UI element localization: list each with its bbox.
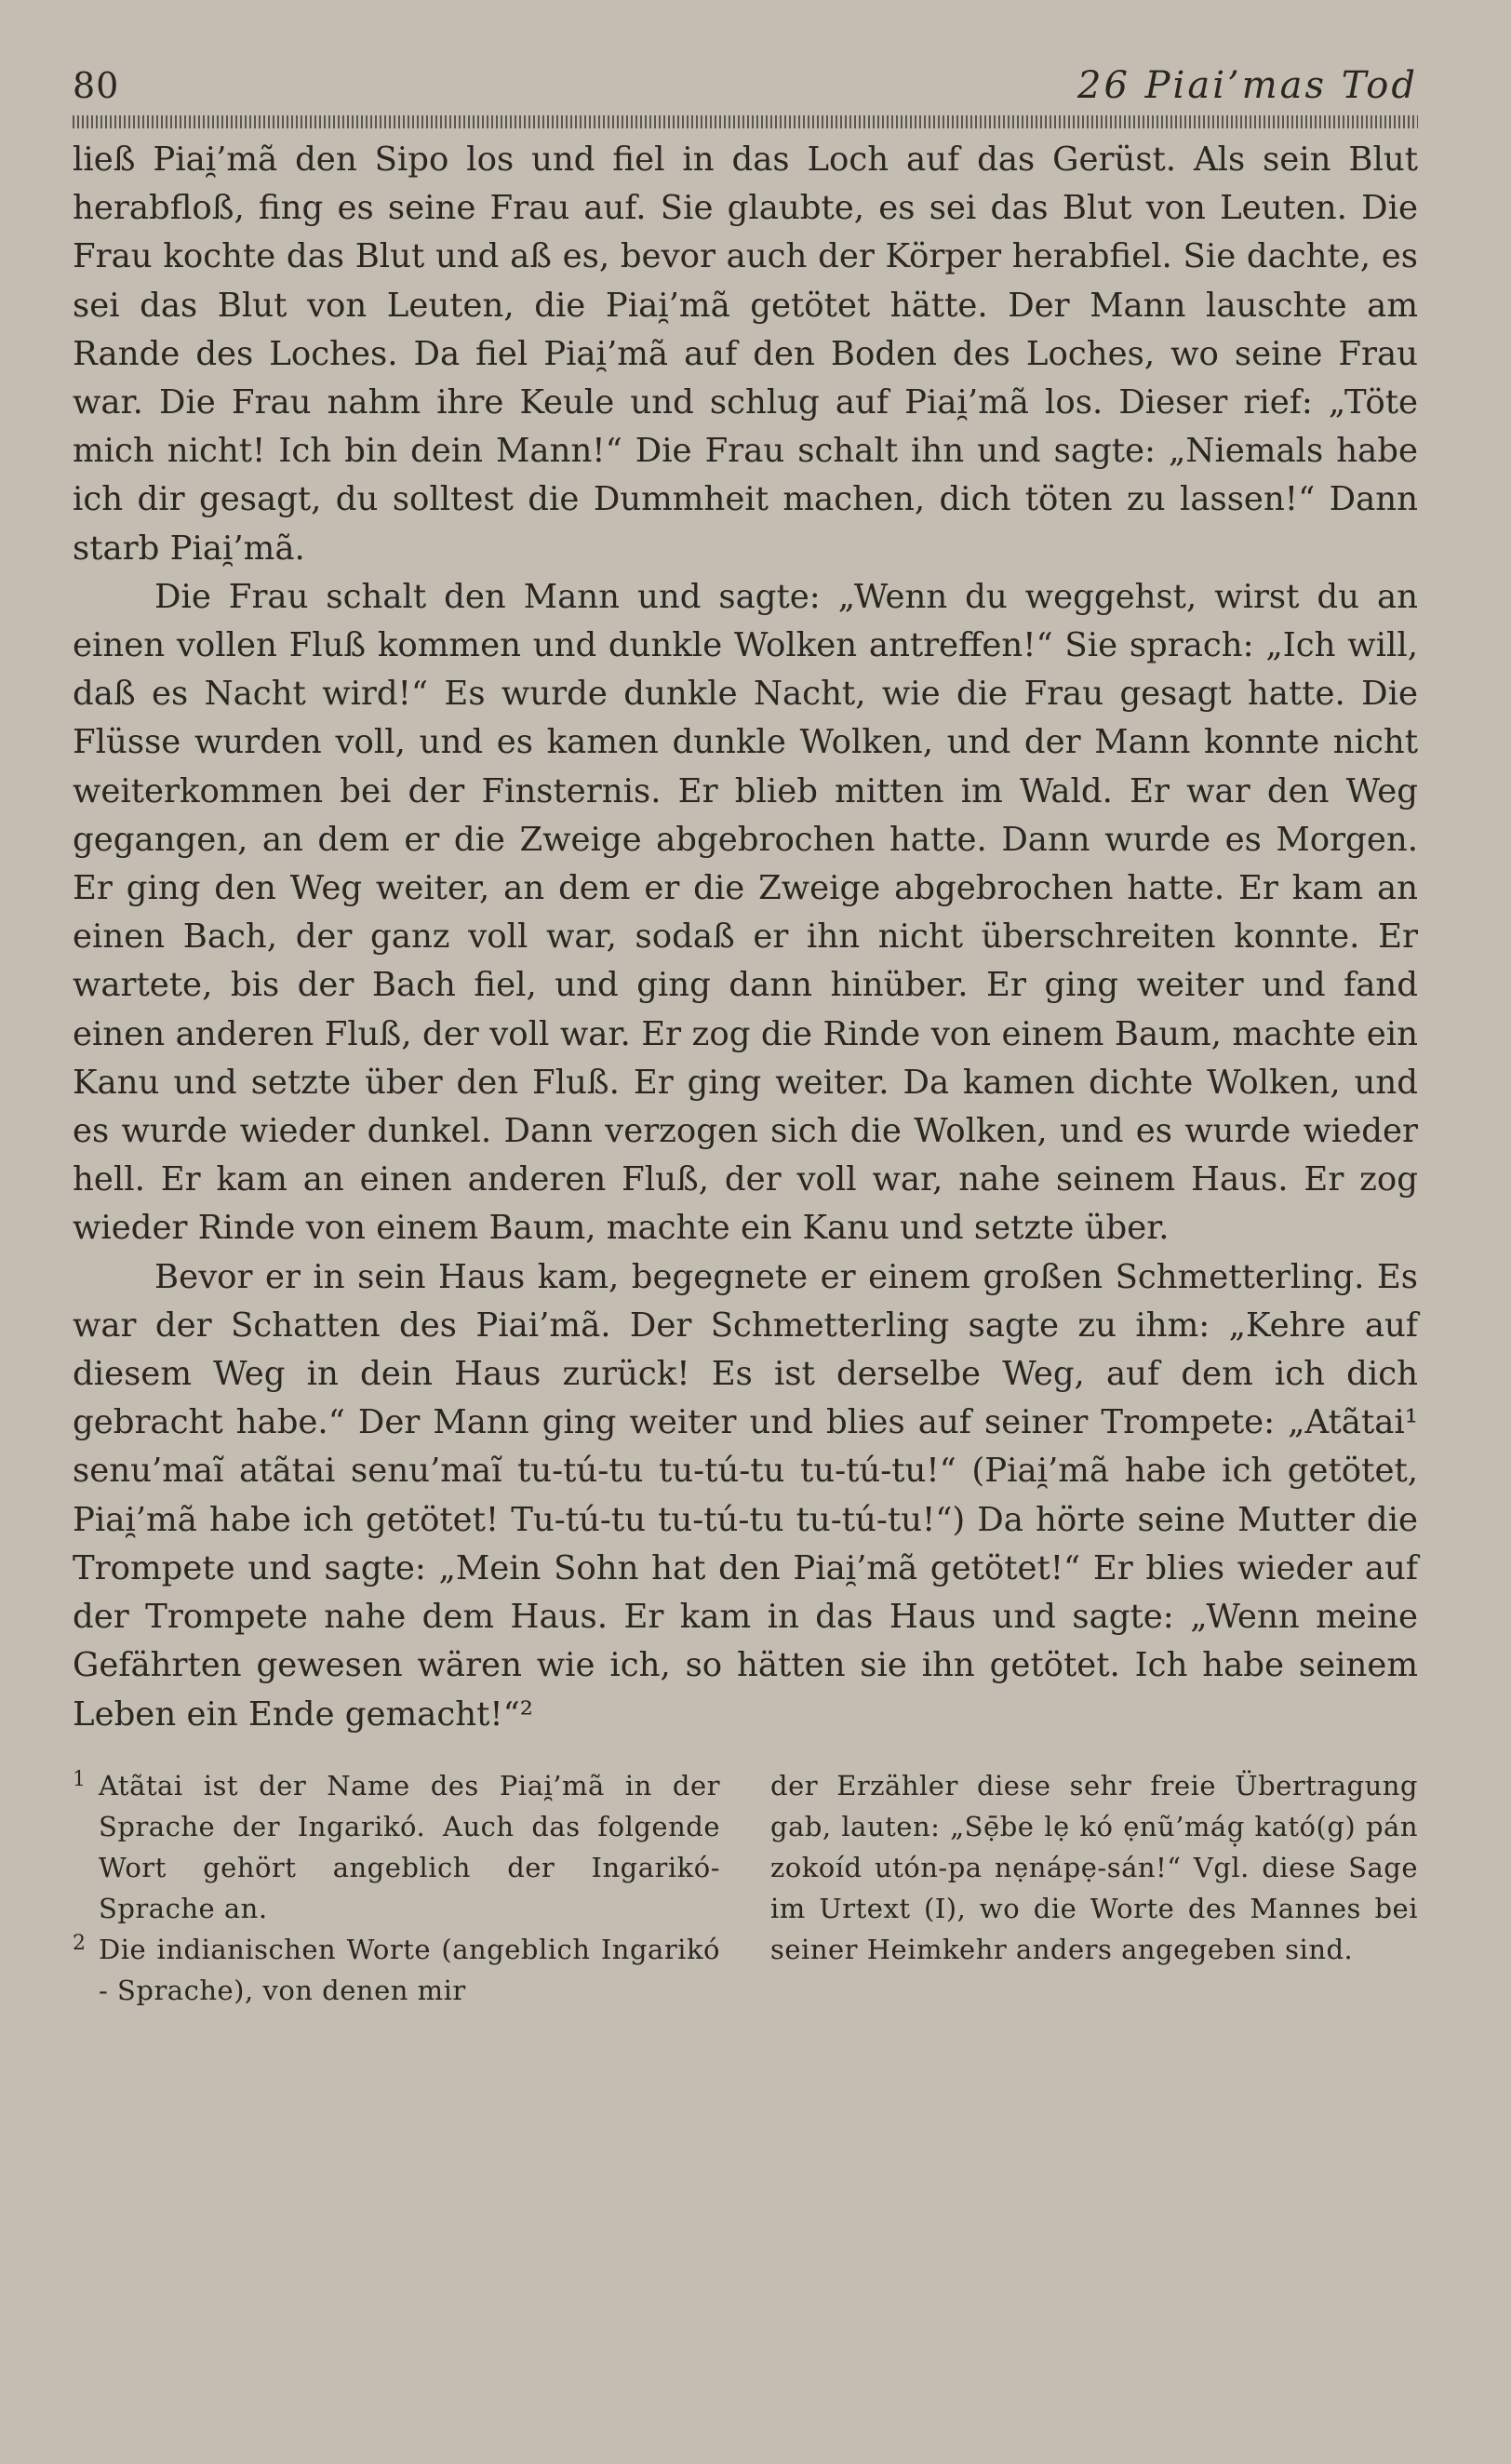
- chapter-title: 26 Piai’mas Tod: [1077, 64, 1418, 107]
- footnote-1-marker: 1: [73, 1767, 87, 1791]
- footnote-2-marker: 2: [73, 1931, 87, 1955]
- footnote-1-text: Atãtai ist der Name des Piai̯’mã in der Sprache der Ingarikó. Auch das folgende Wort gehört angeblich der Ingarikó-Sprache an.: [99, 1769, 720, 1924]
- paragraph-3: Bevor er in sein Haus kam, begegnete er einem großen Schmetterling. Es war der Schatten des Piai’mã. Der Schmetterling sagte zu ihm: „Kehre auf diesem Weg in dein Haus zurück! Es ist derselbe Weg, auf dem ich dich gebracht habe.“ Der Mann ging weiter und blies auf seiner Trompete: „Atãtai¹ senu’maĩ atãtai senu’maĩ tu-tú-tu tu-tú-tu tu-tú-tu!“ (Piai̯’mã habe ich getötet, Piai̯’mã habe ich getötet! Tu-tú-tu tu-tú-tu tu-tú-tu!“) Da hörte seine Mutter die Trompete und sagte: „Mein Sohn hat den Piai̯’mã getötet!“ Er blies wieder auf der Trompete nahe dem Haus. Er kam in das Haus und sagte: „Wenn meine Gefährten gewesen wären wie ich, so hätten sie ihn getötet. Ich habe seinem Leben ein Ende gemacht!“²: [73, 1257, 1418, 1734]
- footnotes: [73, 1765, 1418, 2011]
- footnote-column-left: [73, 1765, 720, 2011]
- paragraph-1: ließ Piai̯’mã den Sipo los und fiel in das Loch auf das Gerüst. Als sein Blut herabfloß, fing es seine Frau auf. Sie glaubte, es sei das Blut von Leuten. Die Frau kochte das Blut und aß es, bevor auch der Körper herabfiel. Sie dachte, es sei das Blut von Leuten, die Piai̯’mã getötet hätte. Der Mann lauschte am Rande des Loches. Da fiel Piai̯’mã auf den Boden des Loches, wo seine Frau war. Die Frau nahm ihre Keule und schlug auf Piai̯’mã los. Dieser rief: „Töte mich nicht! Ich bin dein Mann!“ Die Frau schalt ihn und sagte: „Niemals habe ich dir gesagt, du solltest die Dummheit machen, dich töten zu lassen!“ Dann starb Piai̯’mã.: [73, 141, 1418, 568]
- footnote-1: [73, 1765, 720, 1929]
- book-page: [73, 58, 1418, 2011]
- paragraph-2: Die Frau schalt den Mann und sagte: „Wenn du weggehst, wirst du an einen vollen Fluß kommen und dunkle Wolken antreffen!“ Sie sprach: „Ich will, daß es Nacht wird!“ Es wurde dunkle Nacht, wie die Frau gesagt hatte. Die Flüsse wurden voll, und es kamen dunkle Wolken, und der Mann konnte nicht weiterkommen bei der Finsternis. Er blieb mitten im Wald. Er war den Weg gegangen, an dem er die Zweige abgebrochen hatte. Dann wurde es Morgen. Er ging den Weg weiter, an dem er die Zweige abgebrochen hatte. Er kam an einen Bach, der ganz voll war, sodaß er ihn nicht überschreiten konnte. Er wartete, bis der Bach fiel, und ging dann hinüber. Er ging weiter und fand einen anderen Fluß, der voll war. Er zog die Rinde von einem Baum, machte ein Kanu und setzte über den Fluß. Er ging weiter. Da kamen dichte Wolken, und es wurde wieder dunkel. Dann verzogen sich die Wolken, und es wurde wieder hell. Er kam an einen anderen Fluß, der voll war, nahe seinem Haus. Er zog wieder Rinde von einem Baum, machte ein Kanu und setzte über.: [73, 577, 1418, 1248]
- page-number: 80: [73, 65, 120, 106]
- footnote-2-text-start: Die indianischen Worte (angeblich Ingarikó - Sprache), von denen mir: [99, 1933, 720, 2006]
- footnote-2: [73, 1929, 720, 2011]
- footnote-2-continuation: der Erzähler diese sehr freie Übertragung gab, lauten: „Sẹ̄be lẹ kó ẹnũ’mág̣ kató(g) pán zokoíd utón-pa nẹnápẹ-sán!“ Vgl. diese Sage im Urtext (I), wo die Worte des Mannes bei seiner Heimkehr anders angegeben sind.: [770, 1769, 1418, 1965]
- body-text: [73, 136, 1418, 1739]
- running-head: [73, 58, 1418, 114]
- header-rule: [73, 115, 1418, 128]
- footnote-column-right: [770, 1765, 1418, 2011]
